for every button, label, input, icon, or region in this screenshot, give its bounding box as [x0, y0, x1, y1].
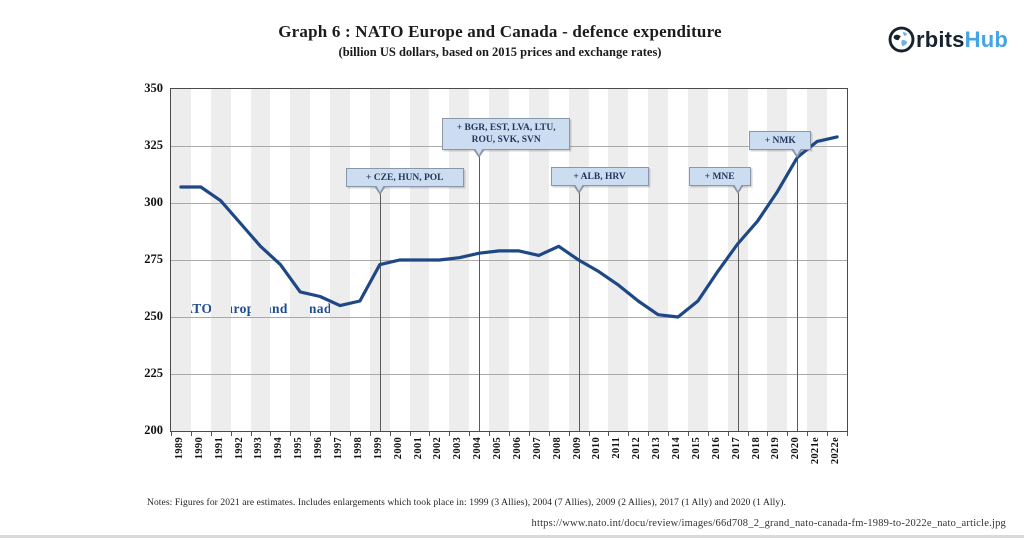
x-axis-tick: [509, 432, 510, 436]
chart-title: Graph 6 : NATO Europe and Canada - defence expenditure: [278, 22, 722, 41]
callout-pointer-fill: [475, 148, 483, 155]
chart-plot-area: [144, 81, 848, 465]
x-axis-label: 2009: [571, 437, 583, 460]
enlargement-callout: + MNE: [689, 167, 751, 186]
x-axis-tick: [231, 432, 232, 436]
x-axis-tick: [708, 432, 709, 436]
x-axis-tick: [390, 432, 391, 436]
x-axis-label: 2021e: [810, 437, 822, 465]
y-axis-label: 250: [144, 309, 163, 323]
x-axis-label: 2012: [631, 437, 643, 460]
x-axis-label: 2006: [511, 437, 523, 460]
x-axis-label: 1991: [213, 437, 225, 460]
x-axis-tick: [589, 432, 590, 436]
x-axis-label: 2016: [710, 437, 722, 460]
x-axis-label: 2020: [790, 437, 802, 460]
x-axis-tick: [569, 432, 570, 436]
x-axis-label: 2022e: [830, 437, 842, 465]
x-axis-label: 1995: [293, 437, 305, 460]
x-axis-label: 2000: [392, 437, 404, 460]
callout-pointer-fill: [793, 148, 801, 155]
x-axis-tick: [787, 432, 788, 436]
y-axis-label: 300: [144, 195, 163, 209]
series-label: NATO Europe and Canada: [173, 301, 339, 316]
x-axis-tick: [270, 432, 271, 436]
y-axis-label: 200: [144, 423, 163, 437]
y-axis-label: 350: [144, 81, 163, 95]
x-axis-label: 2005: [492, 437, 504, 460]
x-axis-label: 2002: [432, 437, 444, 460]
x-axis-label: 1989: [173, 437, 185, 460]
logo-text-accent: Hub: [964, 26, 1008, 52]
x-axis-label: 1996: [313, 437, 325, 460]
x-axis-label: 2011: [611, 437, 623, 459]
enlargement-callout: + NMK: [749, 131, 811, 150]
x-axis-tick: [290, 432, 291, 436]
x-axis-tick: [251, 432, 252, 436]
globe-icon: [888, 26, 916, 53]
chart-notes: Notes: Figures for 2021 are estimates. Includes enlargements which took place in: 1999 (3 Allies), 2004 (7 Allies), 2009 (2 Allies), 2017 (1 Ally) and 2020 (1 Ally).: [147, 498, 786, 508]
enlargement-callout: + ALB, HRV: [551, 167, 649, 186]
y-axis-label: 325: [144, 138, 163, 152]
y-axis-label: 225: [144, 366, 163, 380]
x-axis-label: 2008: [551, 437, 563, 460]
x-axis-tick: [449, 432, 450, 436]
x-axis-label: 1999: [372, 437, 384, 460]
x-axis-tick: [728, 432, 729, 436]
x-axis-label: 2007: [531, 437, 543, 460]
x-axis-tick: [211, 432, 212, 436]
x-axis-tick: [529, 432, 530, 436]
x-axis-label: 2004: [472, 437, 484, 460]
y-axis-label: 275: [144, 252, 163, 266]
chart-subtitle: (billion US dollars, based on 2015 prices and exchange rates): [338, 45, 662, 59]
x-axis-tick: [748, 432, 749, 436]
callout-pointer-fill: [575, 184, 583, 191]
x-axis-label: 1994: [273, 437, 285, 460]
x-axis-label: 2003: [452, 437, 464, 460]
x-axis-label: 2010: [591, 437, 603, 460]
x-axis-tick: [410, 432, 411, 436]
x-axis-label: 1997: [333, 437, 344, 460]
x-axis-label: 1998: [352, 437, 364, 460]
x-axis-tick: [191, 432, 192, 436]
x-axis-tick: [469, 432, 470, 436]
x-axis-tick: [628, 432, 629, 436]
x-axis-tick: [171, 432, 172, 436]
x-axis-tick: [827, 432, 828, 436]
x-axis-tick: [370, 432, 371, 436]
x-axis-label: 2013: [651, 437, 663, 460]
x-axis-tick: [350, 432, 351, 436]
x-axis-tick: [847, 432, 848, 436]
x-axis-tick: [489, 432, 490, 436]
x-axis-label: 2001: [412, 437, 424, 460]
x-axis-label: 2019: [770, 437, 782, 460]
x-axis-tick: [549, 432, 550, 436]
x-axis-tick: [688, 432, 689, 436]
orbitshub-logo[interactable]: [888, 26, 1008, 53]
callout-pointer-fill: [734, 184, 742, 191]
source-url[interactable]: https://www.nato.int/docu/review/images/66d708_2_grand_nato-canada-fm-1989-to-2022e_nato_article.jpg: [531, 518, 1006, 529]
x-axis-tick: [767, 432, 768, 436]
x-axis-tick: [648, 432, 649, 436]
x-axis-label: 1993: [253, 437, 265, 460]
logo-text-dark: rbits: [915, 26, 965, 52]
enlargement-callout: + BGR, EST, LVA, LTU, ROU, SVK, SVN: [442, 118, 570, 150]
x-axis-tick: [330, 432, 331, 436]
x-axis-label: 1992: [233, 437, 245, 460]
x-axis-tick: [807, 432, 808, 436]
x-axis-label: 2018: [750, 437, 762, 460]
x-axis-tick: [310, 432, 311, 436]
x-axis-label: 1990: [193, 437, 205, 460]
x-axis-tick: [668, 432, 669, 436]
x-axis-label: 2014: [671, 437, 682, 460]
x-axis-tick: [429, 432, 430, 436]
x-axis-label: 2017: [730, 437, 742, 460]
callout-pointer-fill: [376, 185, 384, 192]
enlargement-callout: + CZE, HUN, POL: [346, 168, 464, 187]
x-axis-label: 2015: [690, 437, 702, 460]
x-axis-tick: [608, 432, 609, 436]
